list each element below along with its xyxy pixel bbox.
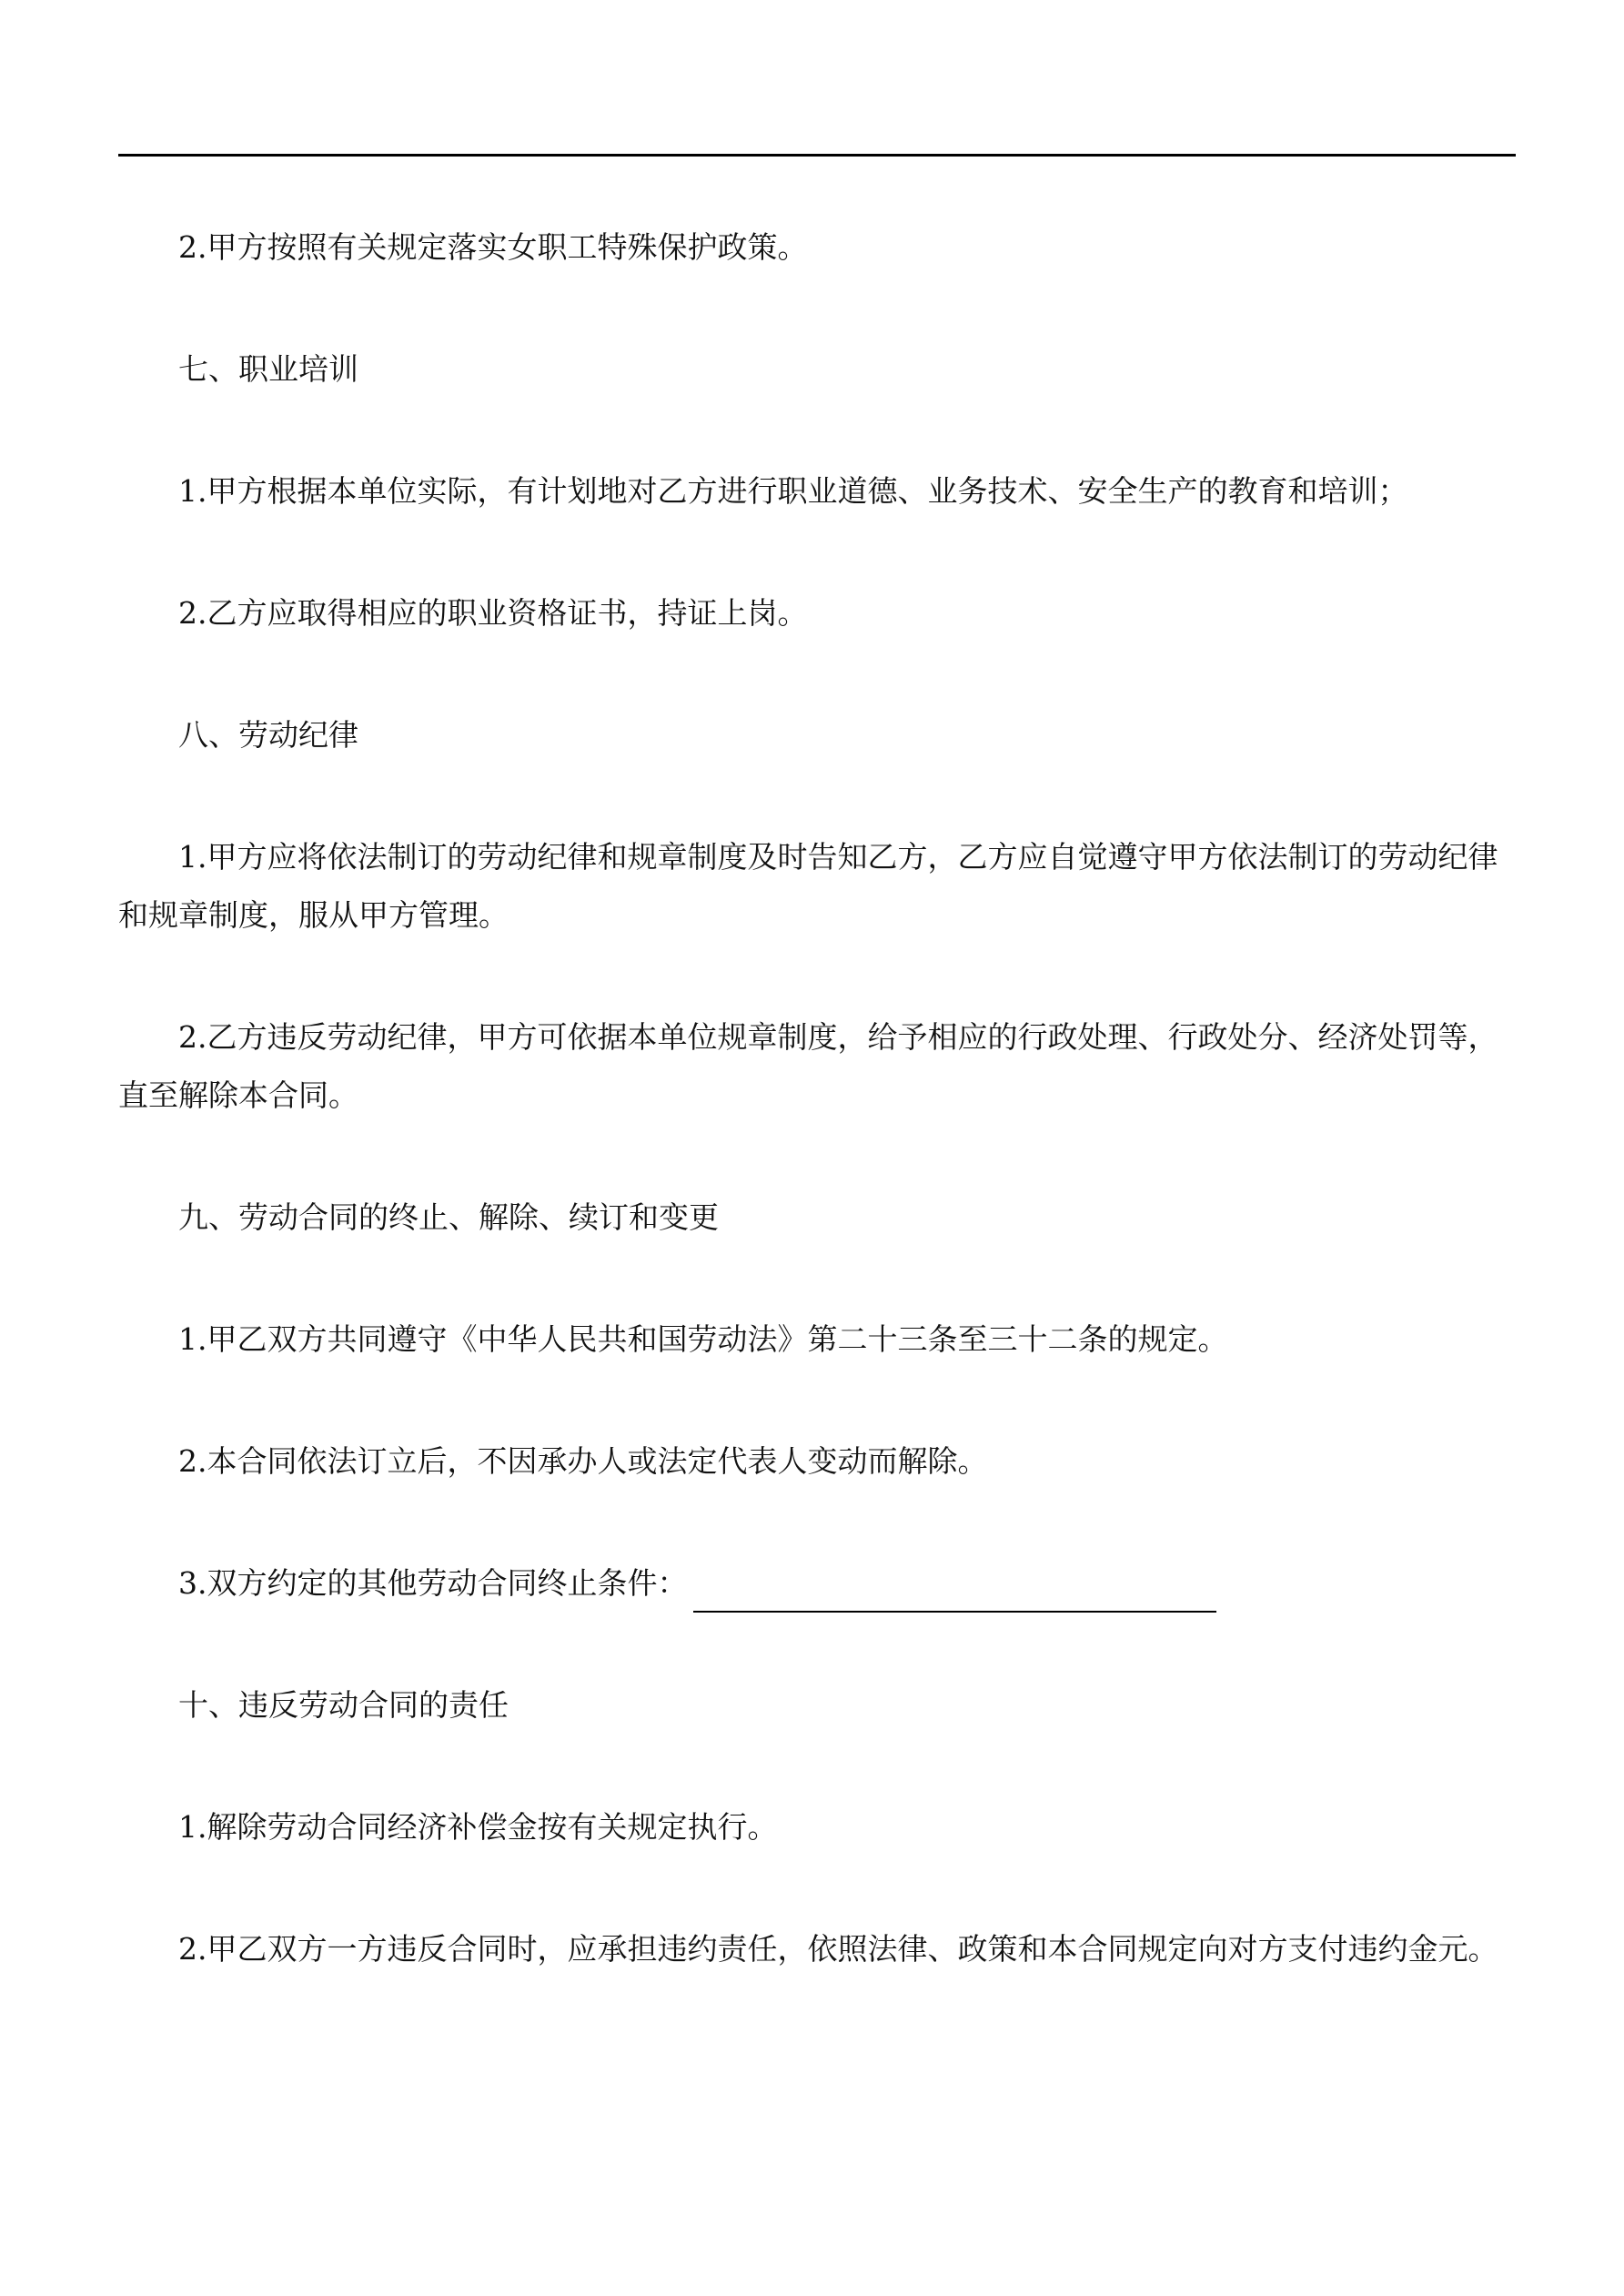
clause-7-1: 1.甲方根据本单位实际，有计划地对乙方进行职业道德、业务技术、安全生产的教育和培训；	[178, 473, 1408, 509]
fill-in-blank	[693, 1574, 1216, 1613]
clause-10-1: 1.解除劳动合同经济补偿金按有关规定执行。	[178, 1809, 778, 1845]
clause-9-3-text: 3.双方约定的其他劳动合同终止条件：	[178, 1565, 688, 1601]
clause-8-2: 2.乙方违反劳动纪律，甲方可依据本单位规章制度，给予相应的行政处理、行政处分、经济处罚等，直至解除本合同。	[118, 1019, 1498, 1113]
section-heading-8: 八、劳动纪律	[178, 717, 358, 753]
clause-8-1: 1.甲方应将依法制订的劳动纪律和规章制度及时告知乙方，乙方应自觉遵守甲方依法制订的劳动纪律和规章制度，服从甲方管理。	[118, 839, 1498, 933]
clause-9-3	[118, 1554, 1516, 1613]
header-rule	[118, 154, 1516, 157]
clause-6-2: 2.甲方按照有关规定落实女职工特殊保护政策。	[178, 229, 808, 265]
clause-10-2: 2.甲乙双方一方违反合同时，应承担违约责任，依照法律、政策和本合同规定向对方支付违约金元。	[178, 1931, 1498, 1967]
section-heading-10: 十、违反劳动合同的责任	[178, 1687, 509, 1723]
clause-9-2: 2.本合同依法订立后，不因承办人或法定代表人变动而解除。	[178, 1443, 988, 1479]
section-heading-9: 九、劳动合同的终止、解除、续订和变更	[178, 1199, 719, 1235]
clause-9-1: 1.甲乙双方共同遵守《中华人民共和国劳动法》第二十三条至三十二条的规定。	[178, 1321, 1228, 1357]
document-body	[118, 218, 1516, 1978]
clause-7-2: 2.乙方应取得相应的职业资格证书，持证上岗。	[178, 595, 808, 631]
section-heading-7: 七、职业培训	[178, 351, 358, 387]
